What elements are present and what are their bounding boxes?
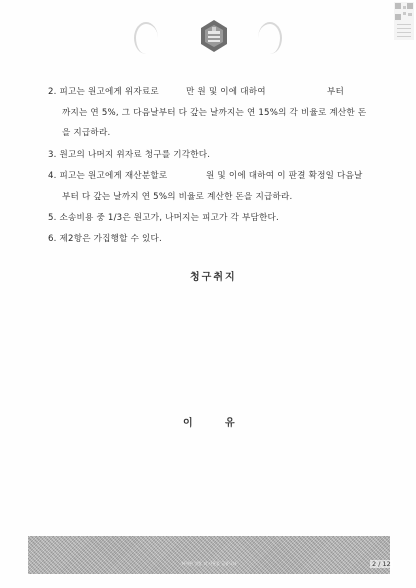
item-4-text-end: 원 및 이에 대하여 이 판결 확정일 다음날 bbox=[206, 171, 363, 181]
item-2-line-3: 을 지급하라. bbox=[62, 128, 111, 138]
footer-notice: 허락된 열람 외 사용을 금합니다 bbox=[181, 561, 237, 566]
heading-reason-first: 이 bbox=[183, 418, 193, 429]
heading-reason-second: 유 bbox=[225, 418, 235, 429]
item-2-text-start: 2. 피고는 원고에게 위자료로 bbox=[48, 87, 159, 97]
footer-security-band bbox=[28, 536, 390, 574]
watermark-arc-right bbox=[258, 22, 282, 54]
item-2-line-2: 까지는 연 5%, 그 다음날부터 다 갚는 날까지는 연 15%의 각 비율로 계산한 돈 bbox=[62, 108, 367, 118]
item-4-line-2: 부터 다 갚는 날까지 연 5%의 비율로 계산한 돈을 지급하라. bbox=[62, 192, 293, 202]
watermark-arc-left bbox=[134, 22, 158, 54]
court-emblem-icon bbox=[196, 18, 232, 54]
item-6-text: 6. 제2항은 가집행할 수 있다. bbox=[48, 234, 162, 244]
page-number: 2 / 12 bbox=[372, 560, 391, 568]
item-2-text-end: 부터 bbox=[327, 87, 345, 97]
heading-claim: 청구취지 bbox=[190, 272, 237, 283]
qr-code-icon bbox=[394, 2, 414, 40]
item-5-text: 5. 소송비용 중 1/3은 원고가, 나머지는 피고가 각 부담한다. bbox=[48, 213, 279, 223]
item-2-text-mid: 만 원 및 이에 대하여 bbox=[186, 87, 266, 97]
item-3-text: 3. 원고의 나머지 위자료 청구를 기각한다. bbox=[48, 150, 211, 160]
item-4-text-start: 4. 피고는 원고에게 재산분할로 bbox=[48, 171, 168, 181]
